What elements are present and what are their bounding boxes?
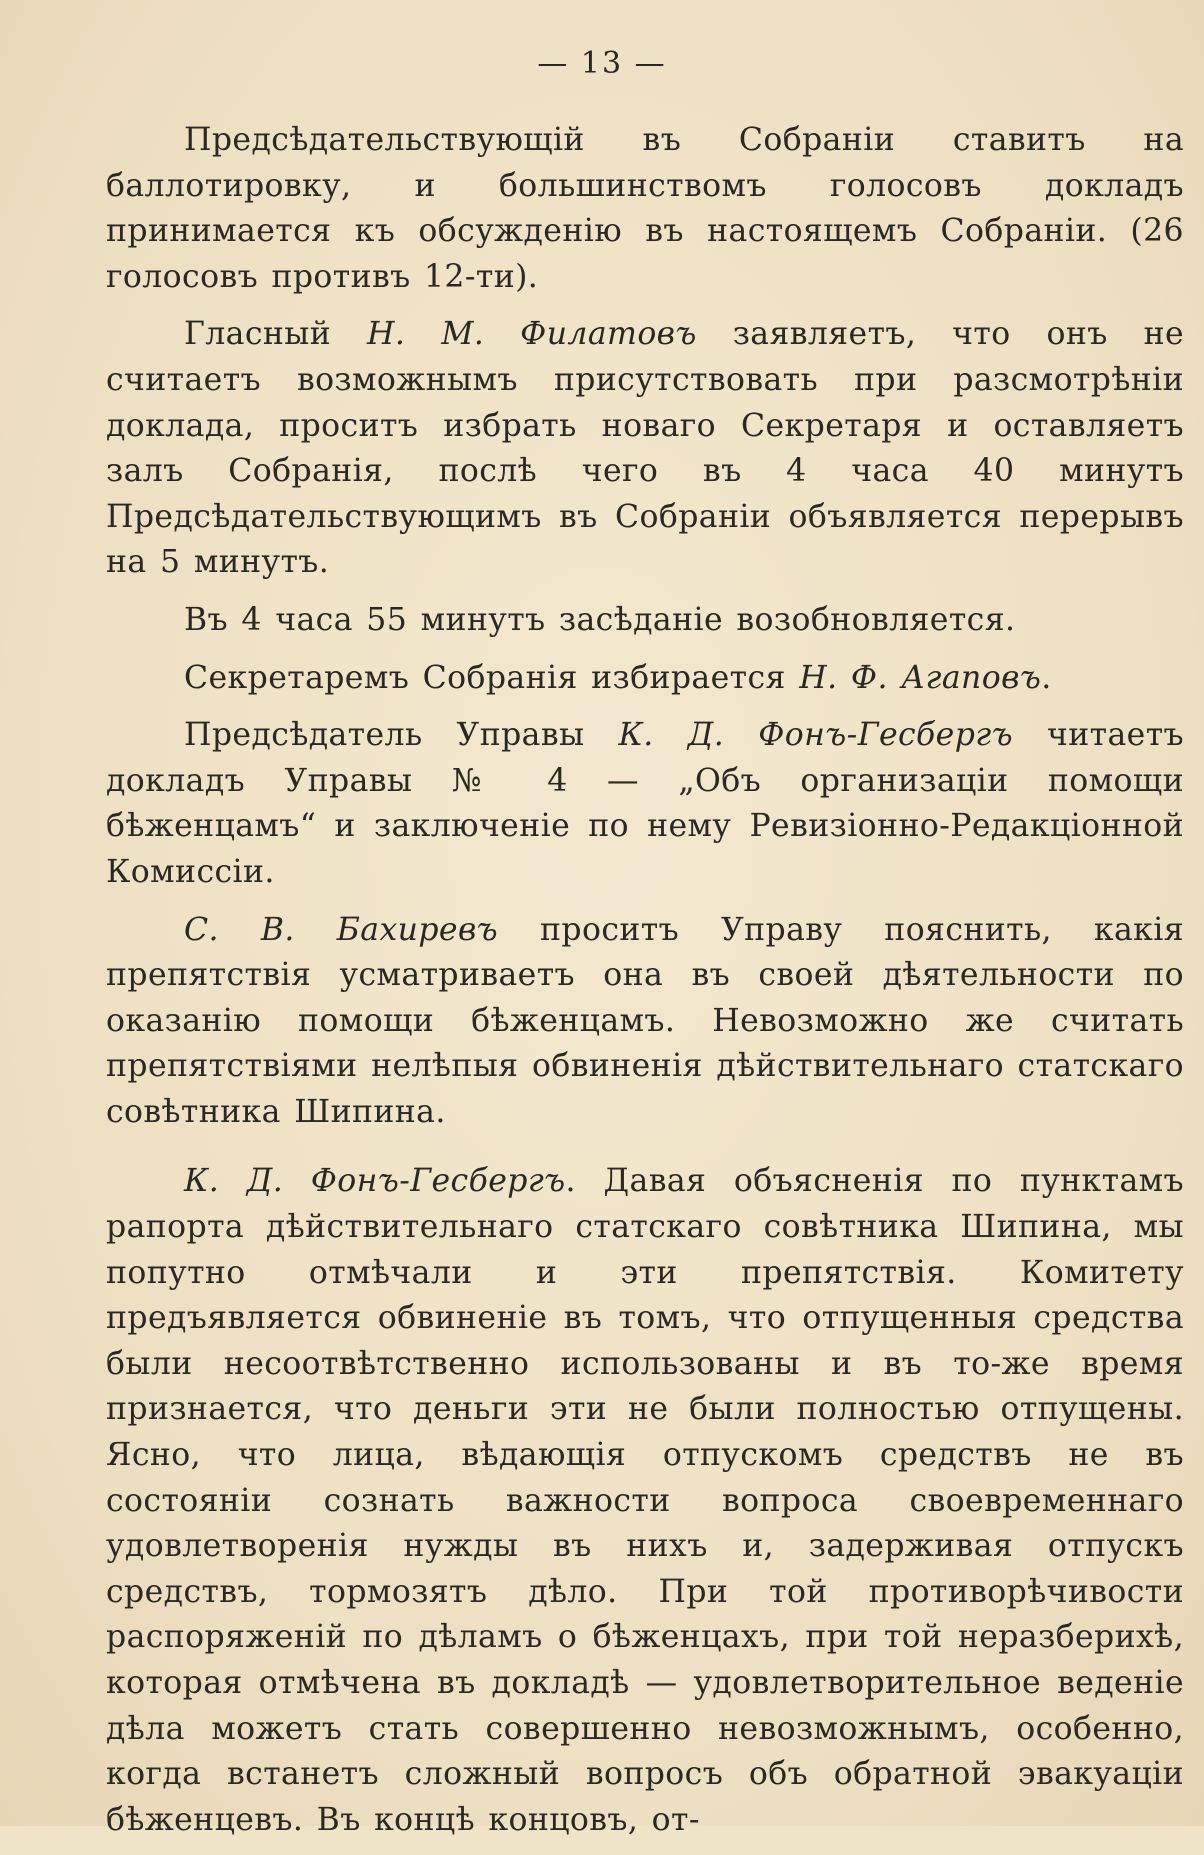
paragraph-text: проситъ Управу пояснить, какія препятствія усматриваетъ она въ своей дѣятельности по оказанію помощи бѣженцамъ. Невозможно же считать препятствіями нелѣпыя обвиненія дѣйствительнаго статскаго совѣтника Шипина.: [106, 911, 1184, 1130]
paragraph-report: [106, 713, 1184, 895]
page-number: — 13 —: [537, 46, 667, 81]
paragraph-text: .: [1041, 659, 1052, 696]
person-name: К. Д. Фонъ-Гесбергъ: [184, 1163, 566, 1200]
person-name: С. В. Бахиревъ: [184, 911, 499, 948]
paragraph-prefix: Предсѣдатель Управы: [184, 717, 619, 754]
person-name: К. Д. Фонъ-Гесбергъ: [618, 717, 1014, 754]
paragraph-resume: [106, 598, 1184, 644]
body-text: [106, 118, 1184, 1855]
paragraph-text: заявляетъ, что онъ не считаетъ возможнымъ присутствовать при разсмотрѣніи доклада, проситъ избрать новаго Секретаря и оставляетъ залъ Собранія, послѣ чего въ 4 часа 40 минутъ Предсѣдательствующимъ въ Собраніи объявляется перерывъ на 5 минутъ.: [106, 316, 1185, 581]
person-name: Н. М. Филатовъ: [367, 316, 697, 353]
paragraph-secretary: [106, 656, 1184, 702]
person-name: Н. Ф. Агаповъ: [799, 659, 1042, 696]
paragraph-prefix: Секретаремъ Собранія избирается: [184, 659, 800, 696]
paragraph-ballot: [106, 118, 1184, 300]
paragraph-prefix: Гласный: [184, 316, 368, 353]
paragraph-text: читаетъ докладъ Управы № 4 — „Объ организаціи помощи бѣженцамъ“ и заключеніе по нему Ревизіонно-Редакціонной Комиссіи.: [106, 717, 1184, 890]
paragraph-text: Въ 4 часа 55 минутъ засѣданіе возобновляется.: [184, 601, 1016, 638]
paragraph-filatov: [106, 312, 1184, 586]
paragraph-gesberg-reply: [106, 1159, 1184, 1843]
paragraph-text: Предсѣдательствующій въ Собраніи ставитъ на баллотировку, и большинствомъ голосовъ докладъ принимается къ обсужденію въ настоящемъ Собраніи. (26 голосовъ противъ 12-ти).: [106, 122, 1184, 295]
paragraph-text: . Давая объясненія по пунктамъ рапорта дѣйствительнаго статскаго совѣтника Шипина, мы попутно отмѣчали и эти препятствія. Комитету предъявляется обвиненіе въ томъ, что отпущенныя средства были несоотвѣтственно использованы и въ то-же время признается, что деньги эти не были полностью отпущены. Ясно, что лица, вѣдающія отпускомъ средствъ не въ состояніи сознать важности вопроса своевременнаго удовлетворенія нужды въ нихъ и, задерживая отпускъ средствъ, тормозятъ дѣло. При той противорѣчивости распоряженій по дѣламъ о бѣженцахъ, при той неразберихѣ, которая отмѣчена въ докладѣ — удовлетворительное веденіе дѣла можетъ стать совершенно невозможнымъ, особенно, когда встанетъ сложный вопросъ объ обратной эвакуаціи бѣженцевъ. Въ концѣ концовъ, от-: [106, 1163, 1184, 1838]
paragraph-bakhirev: [106, 908, 1184, 1136]
